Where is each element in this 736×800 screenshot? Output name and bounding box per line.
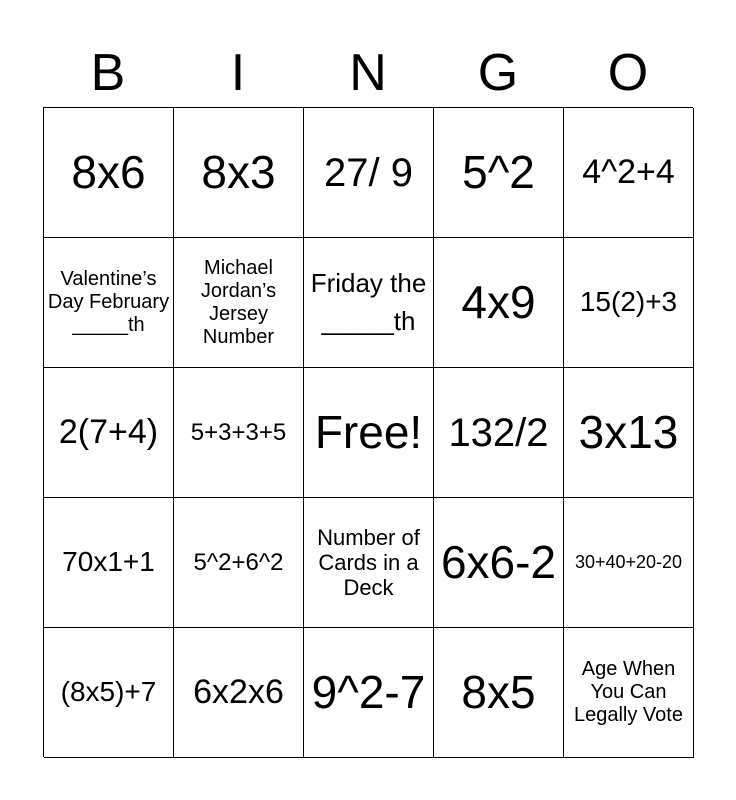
bingo-cell[interactable]: 2(7+4) xyxy=(44,368,174,498)
header-letter-n: N xyxy=(349,44,387,102)
header-letter-o: O xyxy=(607,44,649,102)
bingo-cell[interactable]: Michael Jordan’s Jersey Number xyxy=(174,238,304,368)
bingo-cell[interactable]: 70x1+1 xyxy=(44,498,174,628)
bingo-cell[interactable]: 5^2 xyxy=(434,108,564,238)
bingo-cell[interactable]: 6x2x6 xyxy=(174,628,304,758)
bingo-cell[interactable]: 9^2-7 xyxy=(304,628,434,758)
bingo-grid xyxy=(43,107,693,757)
bingo-cell[interactable]: Number of Cards in a Deck xyxy=(304,498,434,628)
bingo-cell[interactable]: 30+40+20-20 xyxy=(564,498,694,628)
bingo-cell[interactable]: 8x6 xyxy=(44,108,174,238)
bingo-cell[interactable]: (8x5)+7 xyxy=(44,628,174,758)
header-letter-b: B xyxy=(90,44,126,102)
bingo-cell[interactable]: 4^2+4 xyxy=(564,108,694,238)
bingo-cell[interactable]: 6x6-2 xyxy=(434,498,564,628)
bingo-cell[interactable]: Age When You Can Legally Vote xyxy=(564,628,694,758)
bingo-cell[interactable]: 5+3+3+5 xyxy=(174,368,304,498)
bingo-cell[interactable]: 8x3 xyxy=(174,108,304,238)
bingo-cell[interactable]: 15(2)+3 xyxy=(564,238,694,368)
bingo-cell[interactable]: 4x9 xyxy=(434,238,564,368)
bingo-cell[interactable]: 5^2+6^2 xyxy=(174,498,304,628)
bingo-cell[interactable]: 132/2 xyxy=(434,368,564,498)
bingo-cell[interactable]: 27/ 9 xyxy=(304,108,434,238)
bingo-cell[interactable]: 8x5 xyxy=(434,628,564,758)
bingo-header xyxy=(43,40,693,106)
header-letter-g: G xyxy=(477,44,519,102)
bingo-cell[interactable]: Valentine’s Day February _____th xyxy=(44,238,174,368)
header-letter-i: I xyxy=(230,44,246,102)
bingo-cell[interactable]: Free! xyxy=(304,368,434,498)
bingo-cell[interactable]: 3x13 xyxy=(564,368,694,498)
bingo-cell[interactable]: Friday the _____th xyxy=(304,238,434,368)
